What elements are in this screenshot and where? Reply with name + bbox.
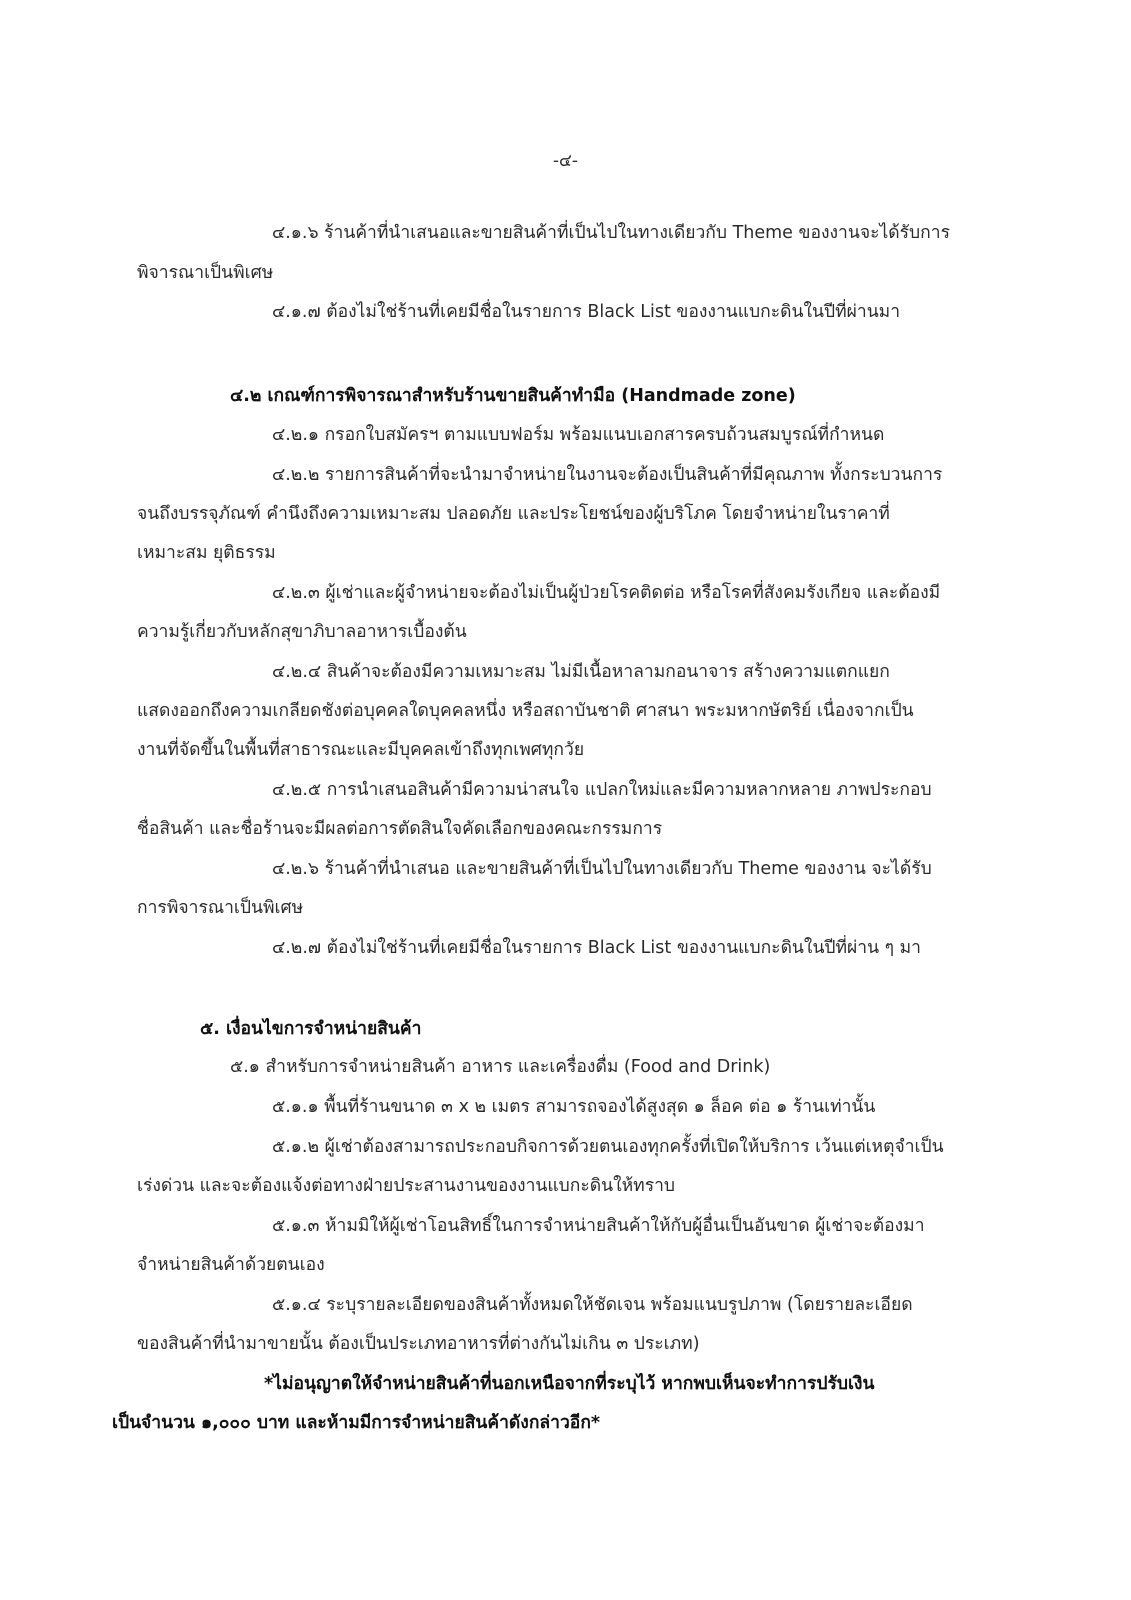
clause-4-2-4-cont2: งานที่จัดขึ้นในพื้นที่สาธารณะและมีบุคคลเข้าถึงทุกเพศทุกวัย [137, 740, 585, 760]
subheading-5-1: ๕.๑ สำหรับการจำหน่ายสินค้า อาหาร และเครื่องดื่ม (Food and Drink) [230, 1057, 771, 1077]
clause-5-1-3-cont: จำหน่ายสินค้าด้วยตนเอง [137, 1255, 325, 1275]
clause-4-2-5: ๔.๒.๕ การนำเสนอสินค้ามีความน่าสนใจ แปลกใหม่และมีความหลากหลาย ภาพประกอบ [272, 780, 932, 800]
warning-line-2: เป็นจำนวน ๑,๐๐๐ บาท และห้ามมีการจำหน่ายสินค้าดังกล่าวอีก* [112, 1413, 601, 1433]
clause-5-1-4: ๕.๑.๔ ระบุรายละเอียดของสินค้าทั้งหมดให้ชัดเจน พร้อมแนบรูปภาพ (โดยรายละเอียด [272, 1295, 913, 1315]
clause-4-2-2: ๔.๒.๒ รายการสินค้าที่จะนำมาจำหน่ายในงานจะต้องเป็นสินค้าที่มีคุณภาพ ทั้งกระบวนการ [272, 465, 943, 485]
clause-4-1-7: ๔.๑.๗ ต้องไม่ใช่ร้านที่เคยมีชื่อในรายการ Black List ของงานแบกะดินในปีที่ผ่านมา [272, 302, 901, 322]
clause-5-1-2-cont: เร่งด่วน และจะต้องแจ้งต่อทางฝ่ายประสานงานของงานแบกะดินให้ทราบ [137, 1176, 676, 1196]
clause-4-2-4-cont1: แสดงออกถึงความเกลียดชังต่อบุคคลใดบุคคลหนึ่ง หรือสถาบันชาติ ศาสนา พระมหากษัตริย์ เนื่องจากเป็น [137, 701, 914, 721]
clause-4-2-6: ๔.๒.๖ ร้านค้าที่นำเสนอ และขายสินค้าที่เป็นไปในทางเดียวกับ Theme ของงาน จะได้รับ [272, 859, 932, 879]
clause-4-2-2-cont2: เหมาะสม ยุติธรรม [137, 543, 276, 563]
clause-5-1-1: ๕.๑.๑ พื้นที่ร้านขนาด ๓ x ๒ เมตร สามารถจองได้สูงสุด ๑ ล็อค ต่อ ๑ ร้านเท่านั้น [272, 1097, 876, 1117]
clause-4-1-6: ๔.๑.๖ ร้านค้าที่นำเสนอและขายสินค้าที่เป็นไปในทางเดียวกับ Theme ของงานจะได้รับการ [272, 223, 950, 243]
clause-4-2-7: ๔.๒.๗ ต้องไม่ใช่ร้านที่เคยมีชื่อในรายการ Black List ของงานแบกะดินในปีที่ผ่าน ๆ มา [272, 938, 921, 958]
clause-4-2-5-cont: ชื่อสินค้า และชื่อร้านจะมีผลต่อการตัดสินใจคัดเลือกของคณะกรรมการ [137, 819, 663, 839]
clause-5-1-2: ๕.๑.๒ ผู้เช่าต้องสามารถประกอบกิจการด้วยตนเองทุกครั้งที่เปิดให้บริการ เว้นแต่เหตุจำเป็น [272, 1137, 944, 1157]
clause-4-2-3: ๔.๒.๓ ผู้เช่าและผู้จำหน่ายจะต้องไม่เป็นผู้ป่วยโรคติดต่อ หรือโรคที่สังคมรังเกียจ และต้องมี [272, 583, 941, 603]
clause-4-2-4: ๔.๒.๔ สินค้าจะต้องมีความเหมาะสม ไม่มีเนื้อหาลามกอนาจาร สร้างความแตกแยก [272, 662, 890, 682]
heading-5: ๕. เงื่อนไขการจำหน่ายสินค้า [200, 1019, 422, 1039]
clause-4-2-3-cont: ความรู้เกี่ยวกับหลักสุขาภิบาลอาหารเบื้องต้น [137, 622, 467, 642]
clause-4-1-6-cont: พิจารณาเป็นพิเศษ [137, 263, 274, 283]
warning-line-1: *ไม่อนุญาตให้จำหน่ายสินค้าที่นอกเหนือจากที่ระบุไว้ หากพบเห็นจะทำการปรับเงิน [264, 1374, 875, 1394]
clause-4-2-6-cont: การพิจารณาเป็นพิเศษ [137, 898, 304, 918]
clause-4-2-1: ๔.๒.๑ กรอกใบสมัครฯ ตามแบบฟอร์ม พร้อมแนบเอกสารครบถ้วนสมบูรณ์ที่กำหนด [272, 425, 885, 445]
heading-4-2: ๔.๒ เกณฑ์การพิจารณาสำหรับร้านขายสินค้าทำมือ (Handmade zone) [230, 386, 796, 406]
clause-5-1-4-cont: ของสินค้าที่นำมาขายนั้น ต้องเป็นประเภทอาหารที่ต่างกันไม่เกิน ๓ ประเภท) [137, 1334, 700, 1354]
clause-5-1-3: ๕.๑.๓ ห้ามมิให้ผู้เช่าโอนสิทธิ์ในการจำหน่ายสินค้าให้กับผู้อื่นเป็นอันขาด ผู้เช่าจะต้องมา [272, 1216, 925, 1236]
page-number: -๔- [552, 151, 579, 171]
clause-4-2-2-cont1: จนถึงบรรจุภัณฑ์ คำนึงถึงความเหมาะสม ปลอดภัย และประโยชน์ของผู้บริโภค โดยจำหน่ายในราคาที่ [137, 504, 890, 524]
